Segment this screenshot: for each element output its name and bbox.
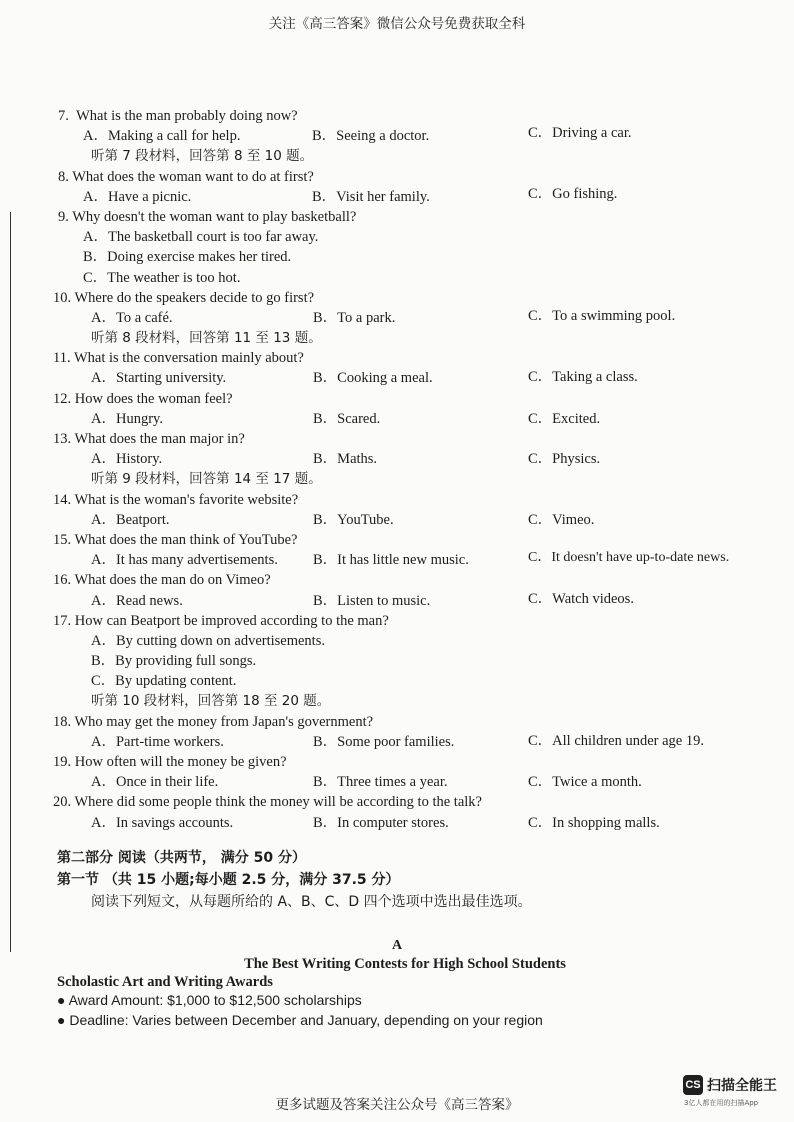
scanner-tagline: 3亿人都在用的扫描App xyxy=(684,1099,759,1107)
passage-label: A xyxy=(391,938,403,953)
question-20-options xyxy=(0,813,794,833)
question-7-options xyxy=(0,126,794,146)
scanner-badge xyxy=(683,1075,777,1095)
option-a: A．Starting university. xyxy=(91,370,227,387)
section-instruction: 听第 9 段材料，回答第 14 至 17 题。 xyxy=(91,471,322,488)
scanner-name: 扫描全能王 xyxy=(707,1078,777,1094)
option-a: A．To a café. xyxy=(91,309,173,326)
question-12 xyxy=(0,389,794,409)
option-b: B．Maths. xyxy=(313,451,378,468)
question-8 xyxy=(0,167,794,187)
question-11 xyxy=(0,348,794,368)
section-instruction: 听第 8 段材料，回答第 11 至 13 题。 xyxy=(91,330,322,347)
option-a: A．In savings accounts. xyxy=(91,814,234,831)
question-8-options xyxy=(0,187,794,207)
question-10 xyxy=(0,288,794,308)
option-a: A．Once in their life. xyxy=(91,774,219,791)
question-10-options xyxy=(0,308,794,328)
section-instruction: 听第 10 段材料，回答第 18 至 20 题。 xyxy=(91,693,331,710)
option-b: B．Some poor families. xyxy=(313,733,455,750)
option-b: B．Seeing a doctor. xyxy=(312,128,430,145)
reading-instruction: 阅读下列短文，从每题所给的 A、B、C、D 四个选项中选出最佳选项。 xyxy=(91,893,532,910)
question-text: 10. Where do the speakers decide to go first? xyxy=(53,289,315,306)
question-13-options xyxy=(0,449,794,469)
question-17 xyxy=(0,611,794,631)
question-text: 14. What is the woman's favorite website? xyxy=(53,491,299,508)
question-text: 9. Why doesn't the woman want to play basketball? xyxy=(58,208,357,225)
question-11-options xyxy=(0,368,794,388)
option-c: C．Excited. xyxy=(528,410,601,427)
option-c: C．Taking a class. xyxy=(528,369,638,386)
question-12-options xyxy=(0,409,794,429)
option-c: C．To a swimming pool. xyxy=(528,307,676,324)
option-c: C．Watch videos. xyxy=(528,590,634,607)
option-b: B．Doing exercise makes her tired. xyxy=(83,249,292,266)
option-c: C．Go fishing. xyxy=(528,185,618,202)
section-heading: 第一节 （共 15 小题;每小题 2.5 分，满分 37.5 分） xyxy=(57,871,400,888)
question-14-options xyxy=(0,510,794,530)
option-a: A．Read news. xyxy=(91,592,183,609)
question-text: 8. What does the woman want to do at first? xyxy=(58,168,314,185)
option-b: B．Three times a year. xyxy=(313,774,448,791)
option-a: A．Making a call for help. xyxy=(83,128,241,145)
contest-name: Scholastic Art and Writing Awards xyxy=(57,974,273,990)
page-header: 关注《高三答案》微信公众号免费获取全科 xyxy=(268,16,526,31)
option-b: B．Listen to music. xyxy=(313,592,431,609)
option-b: B．To a park. xyxy=(313,309,396,326)
option-c: C．The weather is too hot. xyxy=(83,269,241,286)
bullet-deadline: ● Deadline: Varies between December and January, depending on your region xyxy=(57,1012,543,1028)
listening-section xyxy=(0,106,794,913)
option-c: C．Vimeo. xyxy=(528,511,595,528)
question-text: 15. What does the man think of YouTube? xyxy=(53,531,298,548)
option-b: B．YouTube. xyxy=(313,511,394,528)
option-a: A．History. xyxy=(91,451,163,468)
question-text: 11. What is the conversation mainly about? xyxy=(53,350,304,367)
question-15 xyxy=(0,530,794,550)
bullet-award: ● Award Amount: $1,000 to $12,500 scholarships xyxy=(57,992,362,1008)
option-a: A．By cutting down on advertisements. xyxy=(91,632,325,649)
option-b: B．In computer stores. xyxy=(313,814,449,831)
question-7 xyxy=(0,106,794,126)
question-16 xyxy=(0,570,794,590)
option-a: A．Have a picnic. xyxy=(83,188,192,205)
passage-title: The Best Writing Contests for High School Students xyxy=(244,956,566,972)
question-18 xyxy=(0,712,794,732)
question-9 xyxy=(0,207,794,227)
question-text: 7. What is the man probably doing now? xyxy=(58,108,298,124)
question-19-options xyxy=(0,772,794,792)
question-text: 19. How often will the money be given? xyxy=(53,754,287,770)
cs-logo-icon: CS xyxy=(683,1075,703,1095)
question-14 xyxy=(0,490,794,510)
option-a: A．It has many advertisements. xyxy=(91,552,278,569)
part-heading: 第二部分 阅读（共两节， 满分 50 分） xyxy=(57,849,306,866)
question-text: 20. Where did some people think the money will be according to the talk? xyxy=(53,794,482,811)
option-c: C．Driving a car. xyxy=(528,125,632,142)
question-20 xyxy=(0,792,794,812)
page-footer: 更多试题及答案关注公众号《高三答案》 xyxy=(275,1097,519,1112)
section-instruction: 听第 7 段材料，回答第 8 至 10 题。 xyxy=(91,148,314,165)
question-text: 13. What does the man major in? xyxy=(53,431,245,447)
question-19 xyxy=(0,752,794,772)
option-c: C．It doesn't have up-to-date news. xyxy=(528,550,730,566)
question-text: 12. How does the woman feel? xyxy=(53,390,233,407)
option-a: A．Hungry. xyxy=(91,410,163,427)
question-text: 16. What does the man do on Vimeo? xyxy=(53,572,271,589)
option-c: C．By updating content. xyxy=(91,673,237,690)
option-b: B．Cooking a meal. xyxy=(313,370,433,387)
option-c: C．Physics. xyxy=(528,451,601,468)
option-c: C．All children under age 19. xyxy=(528,732,704,749)
option-b: B．By providing full songs. xyxy=(91,653,257,670)
option-b: B．Visit her family. xyxy=(312,188,430,205)
option-a: A．Part-time workers. xyxy=(91,733,224,750)
question-15-options xyxy=(0,550,794,570)
option-c: C．In shopping malls. xyxy=(528,814,660,831)
option-b: B．Scared. xyxy=(313,410,381,427)
question-16-options xyxy=(0,591,794,611)
question-text: 17. How can Beatport be improved according to the man? xyxy=(53,612,389,629)
option-a: A．Beatport. xyxy=(91,511,170,528)
question-text: 18. Who may get the money from Japan's government? xyxy=(53,713,374,730)
option-c: C．Twice a month. xyxy=(528,774,642,791)
question-13 xyxy=(0,429,794,449)
option-b: B．It has little new music. xyxy=(313,552,469,569)
question-18-options xyxy=(0,732,794,752)
option-a: A．The basketball court is too far away. xyxy=(83,229,319,246)
